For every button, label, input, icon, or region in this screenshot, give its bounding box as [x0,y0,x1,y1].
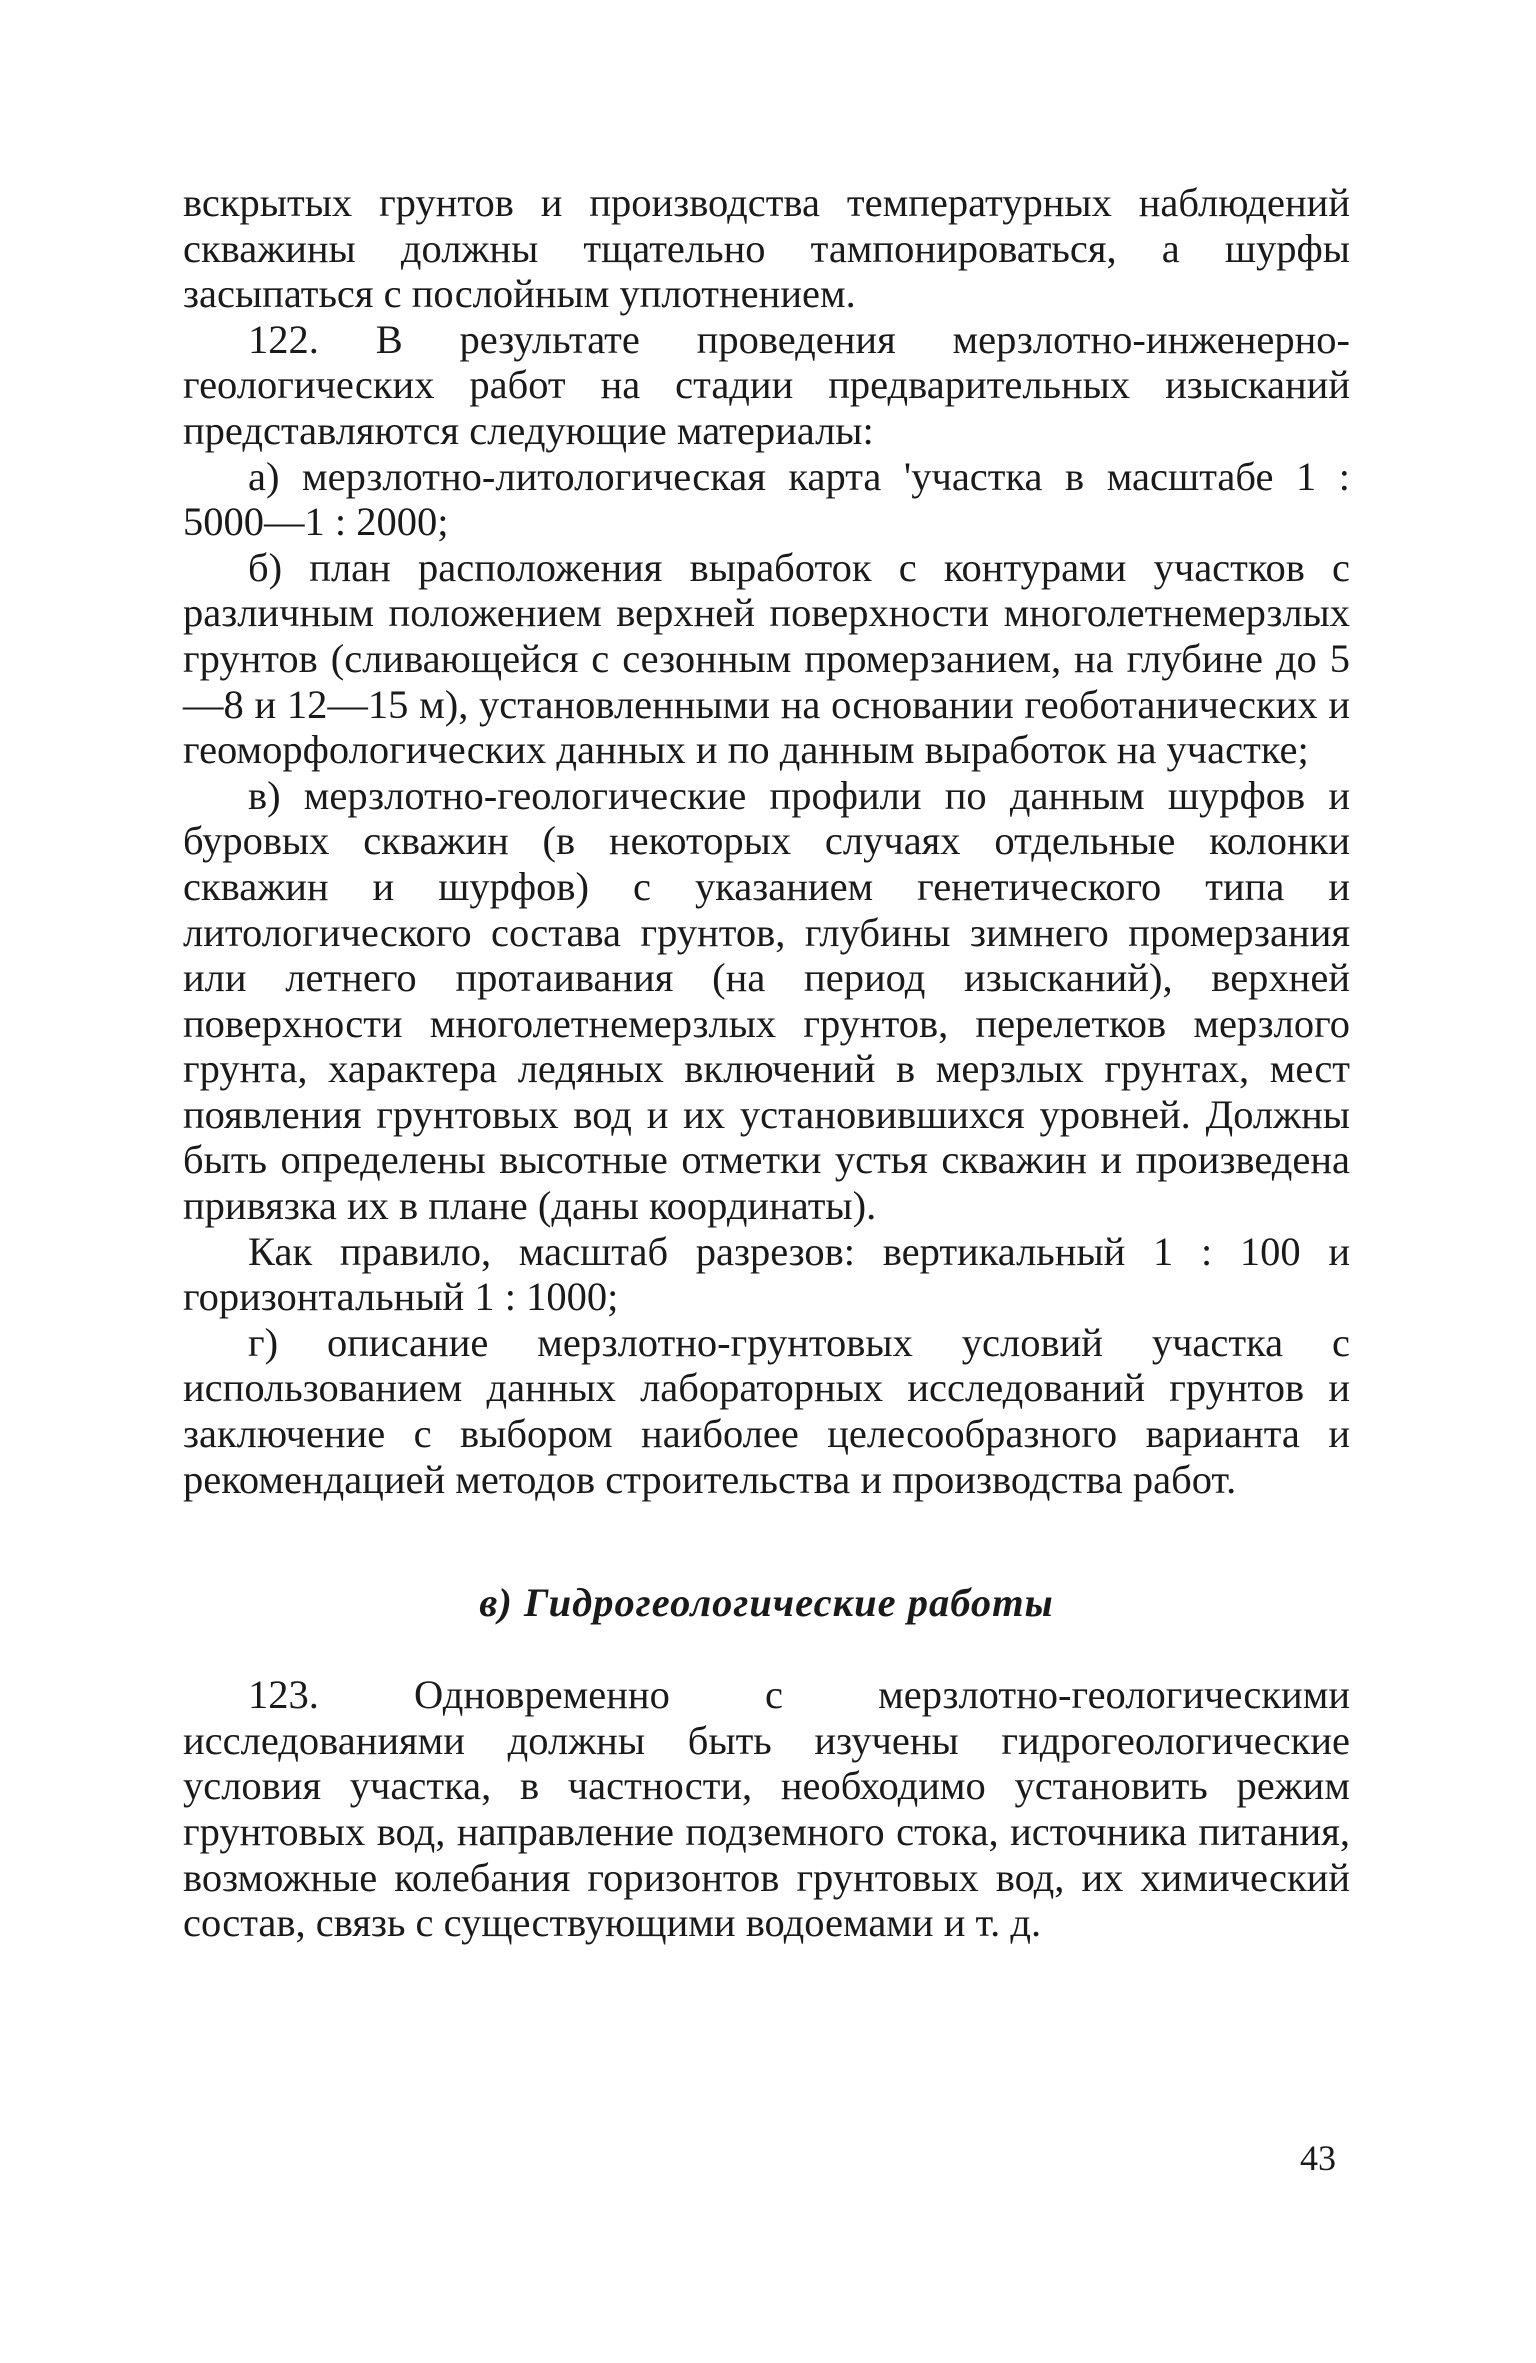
paragraph-item-b: б) план расположения выработок с контурами участков с различным положением верхней поверхности многолетнемерзлых грунтов (сливающейся с сезонным промерзанием, на глубине до 5—8 и 12—15 м), установленными на основании геоботанических и геоморфологических данных и по данным выработок на участке; [183,544,1350,773]
paragraph-item-g: г) описание мерзлотно-грунтовых условий участка с использованием данных лабораторных исследований грунтов и заключение с выбором наиболее целесообразного варианта и рекомендацией методов строительства и производства работ. [183,1319,1350,1502]
text-block-bottom [183,1672,1350,1946]
text-block-top [183,180,1350,1502]
paragraph-scale: Как правило, масштаб разрезов: вертикальный 1 : 100 и горизонтальный 1 : 1000; [183,1228,1350,1320]
paragraph-intro: вскрытых грунтов и производства температурных наблюдений скважины должны тщательно тампонироваться, а шурфы засыпаться с послойным уплотнением. [183,180,1350,317]
paragraph-123: 123. Одновременно с мерзлотно-геологическими исследованиями должны быть изучены гидрогеологические условия участка, в частности, необходимо установить режим грунтовых вод, направление подземного стока, источника питания, возможные колебания горизонтов грунтовых вод, их химический состав, связь с существующими водоемами и т. д. [183,1672,1350,1946]
document-page [183,180,1350,1946]
paragraph-item-v: в) мерзлотно-геологические профили по данным шурфов и буровых скважин (в некоторых случаях отдельные колонки скважин и шурфов) с указанием генетического типа и литологического состава грунтов, глубины зимнего промерзания или летнего протаивания (на период изысканий), верхней поверхности многолетнемерзлых грунтов, перелетков мерзлого грунта, характера ледяных включений в мерзлых грунтах, мест появления грунтовых вод и их установившихся уровней. Должны быть определены высотные отметки устья скважин и произведена привязка их в плане (даны координаты). [183,772,1350,1229]
paragraph-122: 122. В результате проведения мерзлотно-инженерно-геологических работ на стадии предварительных изысканий представляются следующие материалы: [183,316,1350,453]
section-heading: в) Гидрогеологические работы [479,1580,1054,1626]
section-spacer-top [183,1502,1350,1580]
page-number: 43 [1300,2138,1336,2178]
paragraph-item-a: а) мерзлотно-литологическая карта 'участка в масштабе 1 : 5000—1 : 2000; [183,453,1350,545]
section-spacer-bottom [183,1626,1350,1672]
